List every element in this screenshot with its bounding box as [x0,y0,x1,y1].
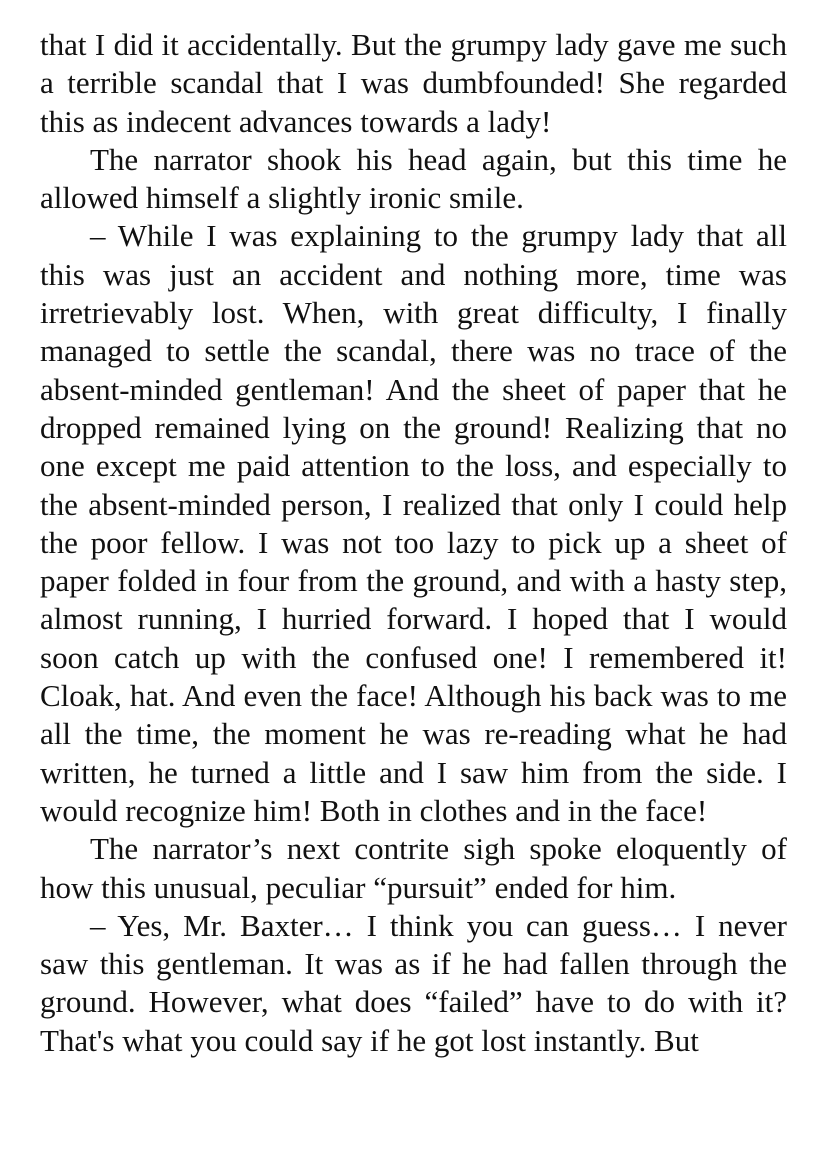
paragraph-narrator-head-shake: The narrator shook his head again, but this time he allowed himself a slightly ironic smile. [40,141,787,216]
paragraph-continuation: that I did it accidentally. But the grumpy lady gave me such a terrible scandal that I was dumbfounded! She regarded this as indecent advances towards a lady! [40,27,787,139]
document-page [40,26,787,1060]
paragraph-explaining-to-lady: – While I was explaining to the grumpy lady that all this was just an accident and nothing more, time was irretrievably lost. When, with great difficulty, I finally managed to settle the scandal, there was no trace of the absent-minded gentleman! And the sheet of paper that he dropped remained lying on the ground! Realizing that no one except me paid attention to the loss, and especially to the absent-minded person, I realized that only I could help the poor fellow. I was not too lazy to pick up a sheet of paper folded in four from the ground, and with a hasty step, almost running, I hurried forward. I hoped that I would soon catch up with the confused one! I remembered it! Cloak, hat. And even the face! Although his back was to me all the time, the moment he was re-reading what he had written, he turned a little and I saw him from the side. I would recognize him! Both in clothes and in the face! [40,218,787,828]
paragraph-contrite-sigh: The narrator’s next contrite sigh spoke eloquently of how this unusual, peculiar “pursuit” ended for him. [40,831,787,905]
paragraph-mr-baxter: – Yes, Mr. Baxter… I think you can guess… I never saw this gentleman. It was as if he had fallen through the ground. However, what does “failed” have to do with it? That's what you could say if he got lost instantly. But [40,907,787,1058]
